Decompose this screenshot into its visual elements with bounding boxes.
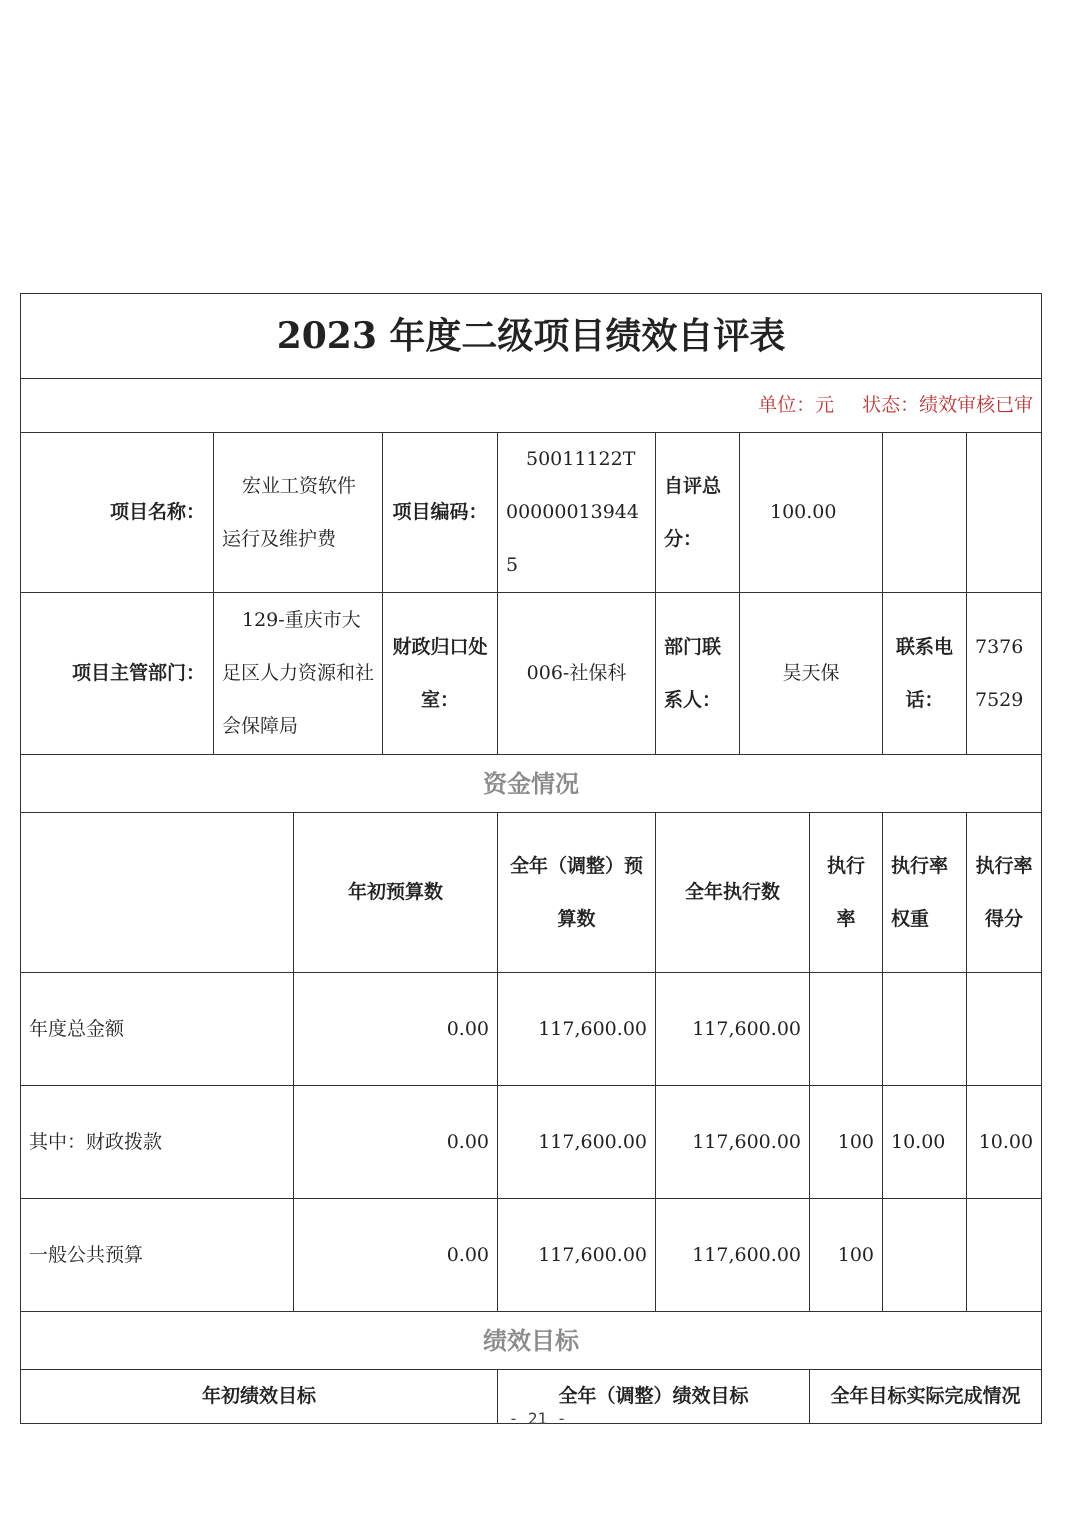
unit-status-row <box>21 379 1042 433</box>
rate-weight-value <box>883 973 967 1086</box>
self-score-label: 自评总分： <box>656 433 740 593</box>
row-label: 其中：财政拨款 <box>21 1086 294 1199</box>
phone-label: 联系电话： <box>883 593 967 755</box>
status-label: 状态：绩效审核已审 <box>862 394 1034 416</box>
unit-label: 单位：元 <box>758 394 835 416</box>
initial-budget-value: 0.00 <box>294 1199 498 1312</box>
page-title: 2023 年度二级项目绩效自评表 <box>21 294 1042 379</box>
header-adjusted-goal: 全年（调整）绩效目标 <box>498 1370 810 1424</box>
project-info-row <box>21 433 1042 593</box>
rate-weight-value <box>883 1199 967 1312</box>
funds-row-general <box>21 1199 1042 1312</box>
row-label: 年度总金额 <box>21 973 294 1086</box>
execution-rate-value <box>810 973 883 1086</box>
header-executed: 全年执行数 <box>656 813 810 973</box>
page-number: - 21 - <box>508 1409 567 1428</box>
funds-row-fiscal <box>21 1086 1042 1199</box>
funds-header-row <box>21 813 1042 973</box>
project-code-label: 项目编码： <box>383 433 498 593</box>
adjusted-budget-value: 117,600.00 <box>498 1086 656 1199</box>
dept-value: 129-重庆市大足区人力资源和社会保障局 <box>214 593 383 755</box>
header-rate-weight: 执行率权重 <box>883 813 967 973</box>
performance-evaluation-table <box>20 293 1042 1424</box>
project-code-value: 50011122T000000139445 <box>498 433 656 593</box>
executed-value: 117,600.00 <box>656 973 810 1086</box>
empty-cell <box>883 433 967 593</box>
header-execution-rate: 执行率 <box>810 813 883 973</box>
initial-budget-value: 0.00 <box>294 1086 498 1199</box>
empty-cell <box>967 433 1042 593</box>
funds-header-empty <box>21 813 294 973</box>
project-name-label: 项目名称： <box>21 433 214 593</box>
adjusted-budget-value: 117,600.00 <box>498 1199 656 1312</box>
funds-row-total <box>21 973 1042 1086</box>
header-initial-goal: 年初绩效目标 <box>21 1370 498 1424</box>
goals-section-title: 绩效目标 <box>21 1312 1042 1370</box>
finance-office-label: 财政归口处室： <box>383 593 498 755</box>
funds-section-title: 资金情况 <box>21 755 1042 813</box>
dept-label: 项目主管部门： <box>21 593 214 755</box>
header-adjusted-budget: 全年（调整）预算数 <box>498 813 656 973</box>
rate-score-value <box>967 973 1042 1086</box>
executed-value: 117,600.00 <box>656 1199 810 1312</box>
finance-office-value: 006-社保科 <box>498 593 656 755</box>
row-label: 一般公共预算 <box>21 1199 294 1312</box>
header-initial-budget: 年初预算数 <box>294 813 498 973</box>
executed-value: 117,600.00 <box>656 1086 810 1199</box>
department-row <box>21 593 1042 755</box>
contact-value: 吴天保 <box>740 593 883 755</box>
execution-rate-value: 100 <box>810 1086 883 1199</box>
initial-budget-value: 0.00 <box>294 973 498 1086</box>
project-name-value: 宏业工资软件运行及维护费 <box>214 433 383 593</box>
self-score-value: 100.00 <box>740 433 883 593</box>
rate-score-value: 10.00 <box>967 1086 1042 1199</box>
header-actual-completion: 全年目标实际完成情况 <box>810 1370 1042 1424</box>
execution-rate-value: 100 <box>810 1199 883 1312</box>
header-rate-score: 执行率得分 <box>967 813 1042 973</box>
rate-weight-value: 10.00 <box>883 1086 967 1199</box>
phone-value: 73767529 <box>967 593 1042 755</box>
contact-label: 部门联系人： <box>656 593 740 755</box>
adjusted-budget-value: 117,600.00 <box>498 973 656 1086</box>
rate-score-value <box>967 1199 1042 1312</box>
